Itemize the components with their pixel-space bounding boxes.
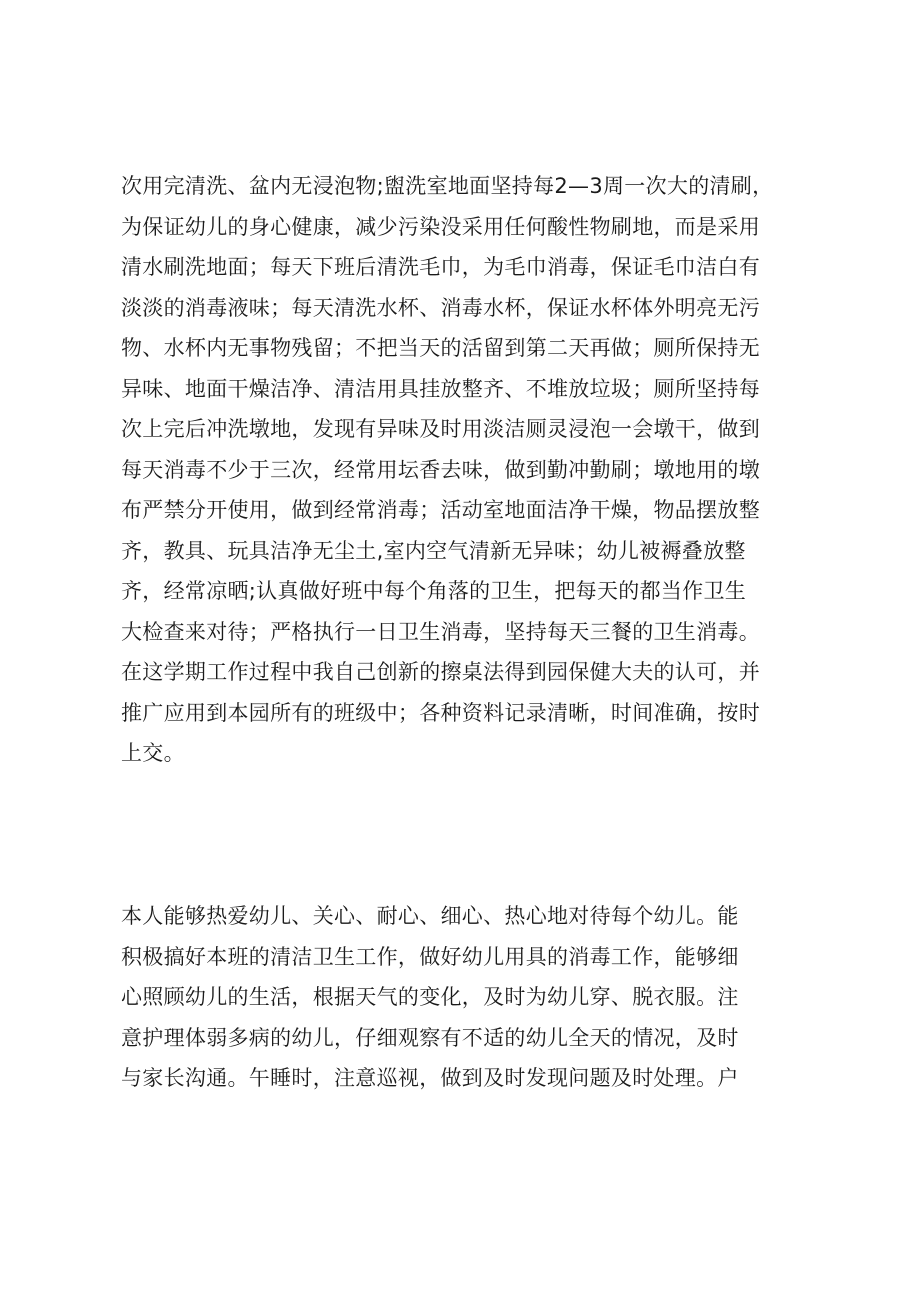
text-line: 上交。: [121, 741, 185, 765]
text-line: 次用完清洗、盆内无浸泡物;盥洗室地面坚持每2—3周一次大的清刷，: [121, 174, 774, 198]
text-line: 齐，教具、玩具洁净无尘土,室内空气清新无异味；幼儿被褥叠放整: [121, 538, 746, 563]
text-line: 积极搞好本班的清洁卫生工作，做好幼儿用具的消毒工作，能够细: [121, 944, 739, 969]
text-line: 物、水杯内无事物残留；不把当天的活留到第二天再做；厕所保持无: [121, 336, 760, 360]
text-line: 清水刷洗地面；每天下班后清洗毛巾，为毛巾消毒，保证毛巾洁白有: [121, 255, 760, 279]
text-line: 心照顾幼儿的生活，根据天气的变化，及时为幼儿穿、脱衣服。注: [121, 985, 739, 1009]
text-line: 本人能够热爱幼儿、关心、耐心、细心、热心地对待每个幼儿。能: [121, 904, 739, 928]
text-line: 每天消毒不少于三次，经常用坛香去味，做到勤冲勤刷；墩地用的墩: [121, 457, 760, 482]
text-line: 推广应用到本园所有的班级中；各种资料记录清晰，时间准确，按时: [121, 700, 760, 725]
text-line: 淡淡的消毒液味；每天清洗水杯、消毒水杯，保证水杯体外明亮无污: [121, 295, 760, 320]
text-line: 为保证幼儿的身心健康，减少污染没采用任何酸性物刷地，而是采用: [121, 214, 760, 239]
paragraph-child-care: [121, 896, 841, 1099]
text-line: 大检查来对待；严格执行一日卫生消毒，坚持每天三餐的卫生消毒。: [121, 619, 760, 644]
text-line: 异味、地面干燥洁净、清洁用具挂放整齐、不堆放垃圾；厕所坚持每: [121, 376, 760, 401]
text-line: 齐，经常凉晒;认真做好班中每个角落的卫生，把每天的都当作卫生: [121, 579, 747, 603]
text-line: 与家长沟通。午睡时，注意巡视，做到及时发现问题及时处理。户: [121, 1066, 739, 1090]
text-line: 意护理体弱多病的幼儿，仔细观察有不适的幼儿全天的情况，及时: [121, 1025, 739, 1050]
text-line: 布严禁分开使用，做到经常消毒；活动室地面洁净干燥，物品摆放整: [121, 498, 760, 522]
text-line: 在这学期工作过程中我自己创新的擦桌法得到园保健大夫的认可，并: [121, 660, 760, 684]
text-line: 次上完后冲洗墩地，发现有异味及时用淡洁厕灵浸泡一会墩干，做到: [121, 417, 760, 441]
paragraph-hygiene-work: [121, 166, 841, 774]
